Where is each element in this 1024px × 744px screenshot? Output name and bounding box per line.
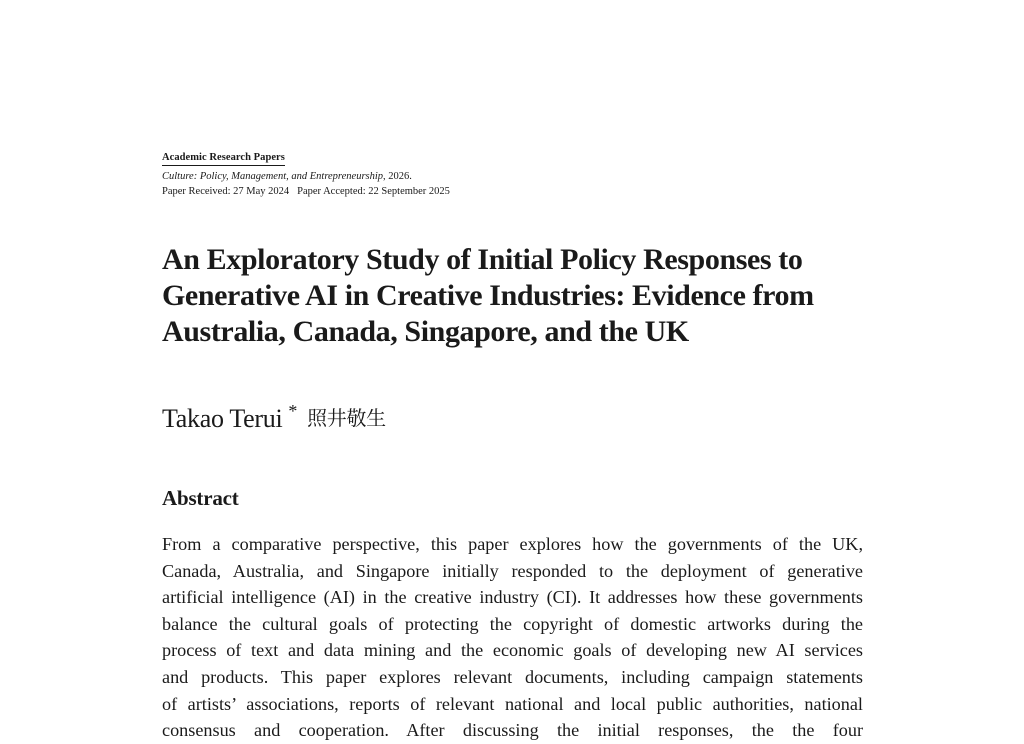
abstract-line: From a comparative perspective, this paper explores how the governments of the UK, bbox=[162, 534, 863, 554]
abstract-line: Canada, Australia, and Singapore initially responded to the deployment of generative bbox=[162, 560, 863, 581]
series-label: Academic Research Papers bbox=[162, 150, 285, 166]
abstract-line: and products. This paper explores relevant documents, including campaign statements bbox=[162, 666, 863, 687]
abstract-line: consensus and cooperation. After discussing the initial responses, the the four bbox=[162, 720, 863, 741]
publication-metadata bbox=[162, 147, 582, 199]
title-line: Australia, Canada, Singapore, and the UK bbox=[162, 315, 689, 348]
abstract-line: process of text and data mining and the economic goals of developing new AI services bbox=[162, 640, 863, 661]
title-line: Generative AI in Creative Industries: Evidence from bbox=[162, 279, 814, 312]
abstract-heading: Abstract bbox=[162, 486, 239, 510]
journal-name: Culture: Policy, Management, and Entrepreneurship bbox=[162, 171, 384, 182]
author-name: Takao Terui bbox=[162, 404, 283, 433]
author-name-japanese: 照井敬生 bbox=[307, 406, 386, 430]
author-footnote-mark: * bbox=[288, 401, 298, 421]
abstract-line: balance the cultural goals of protecting the copyright of domestic artworks during the bbox=[162, 613, 863, 634]
abstract-line: of artists’ associations, reports of relevant national and local public authorities, national bbox=[162, 693, 863, 714]
journal-citation bbox=[162, 169, 582, 184]
author-line bbox=[162, 402, 386, 438]
submission-dates bbox=[162, 184, 582, 199]
journal-year: , 2026. bbox=[383, 171, 412, 182]
title-line: An Exploratory Study of Initial Policy Responses to bbox=[162, 243, 803, 276]
paper-title bbox=[162, 242, 882, 350]
accepted-date: Paper Accepted: 22 September 2025 bbox=[297, 186, 450, 197]
abstract-body bbox=[162, 531, 863, 744]
abstract-line: artificial intelligence (AI) in the creative industry (CI). It addresses how these governments bbox=[162, 587, 863, 608]
received-date: Paper Received: 27 May 2024 bbox=[162, 186, 290, 197]
